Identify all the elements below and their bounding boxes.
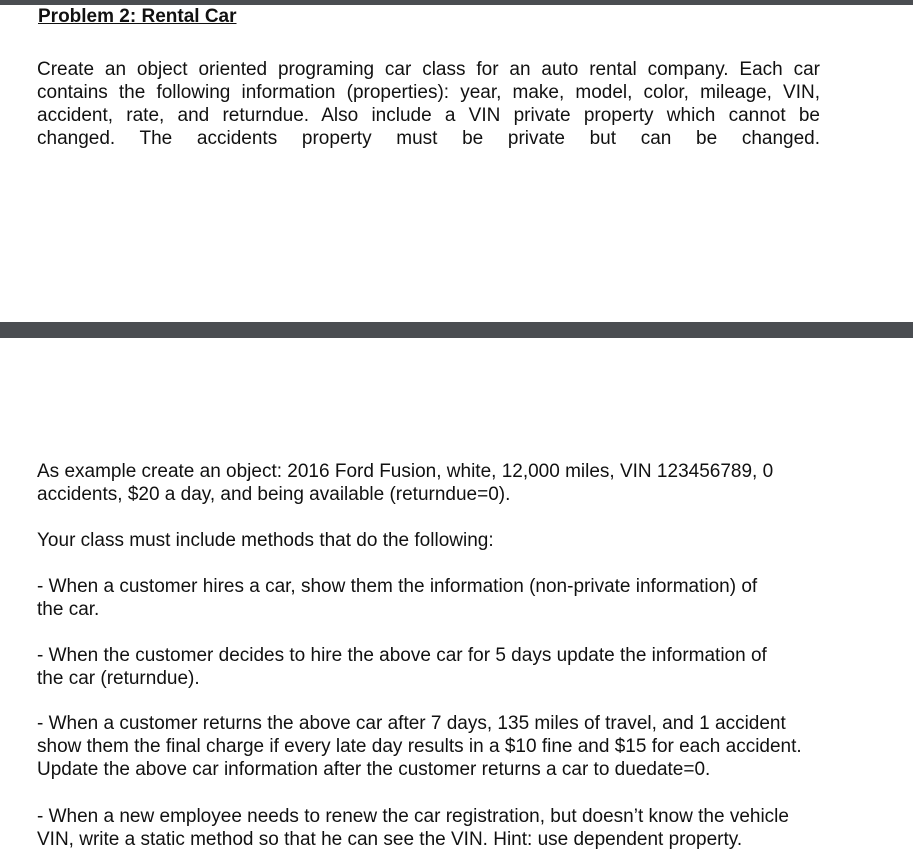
method-item-4 [37,805,820,851]
method-line: the car. [37,599,100,620]
example-line: As example create an object: 2016 Ford Fusion, white, 12,000 miles, VIN 123456789, 0 [37,461,774,482]
example-paragraph [37,460,820,506]
method-item-3 [37,712,820,781]
intro-line: changed. The accidents property must be private but can be changed. [37,128,820,149]
method-line: - When a new employee needs to renew the car registration, but doesn’t know the vehicle [37,806,789,827]
intro-line: contains the following information (properties): year, make, model, color, mileage, VIN, [37,82,820,103]
methods-intro-text: Your class must include methods that do the following: [37,530,494,551]
intro-line: accident, rate, and returndue. Also include a VIN private property which cannot be [37,105,820,126]
problem-title: Problem 2: Rental Car [38,6,237,27]
example-line: accidents, $20 a day, and being available (returndue=0). [37,484,511,505]
method-line: - When a customer returns the above car after 7 days, 135 miles of travel, and 1 accident [37,713,786,734]
method-item-1 [37,575,820,621]
method-line: - When a customer hires a car, show them the information (non-private information) of [37,576,758,597]
method-line: show them the final charge if every late day results in a $10 fine and $15 for each accident. [37,736,802,757]
method-line: - When the customer decides to hire the above car for 5 days update the information of [37,645,767,666]
intro-line: Create an object oriented programing car class for an auto rental company. Each car [37,59,820,80]
section-divider-bar [0,322,913,338]
method-line: Update the above car information after the customer returns a car to duedate=0. [37,759,711,780]
methods-intro [37,529,820,552]
method-line: VIN, write a static method so that he can see the VIN. Hint: use dependent property. [37,829,743,850]
intro-paragraph [37,58,820,150]
method-item-2 [37,644,820,690]
top-divider-bar [0,0,913,5]
method-line: the car (returndue). [37,668,200,689]
